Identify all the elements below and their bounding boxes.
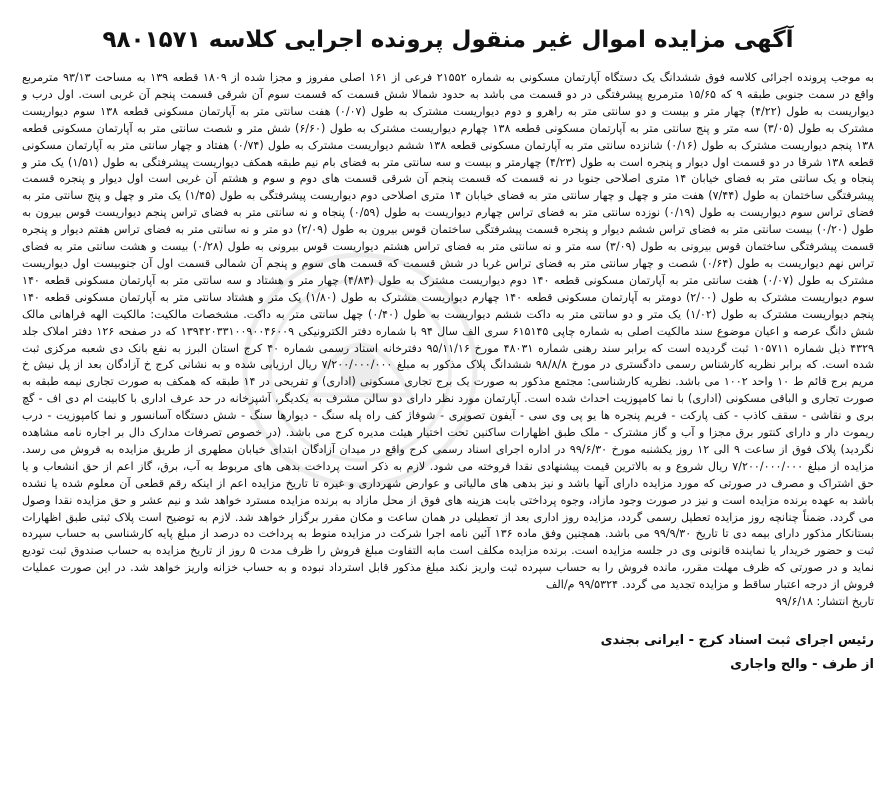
signature-line-1: رئیس اجرای ثبت اسناد کرج - ایرانی بجندی xyxy=(600,633,874,648)
notice-title: آگهی مزایده اموال غیر منقول پرونده اجرایی کلاسه ۹۸۰۱۵۷۱ xyxy=(102,27,794,53)
signature-line-2: از طرف - والح واجاری xyxy=(730,657,874,672)
notice-body: به موجب پرونده اجرائی کلاسه فوق ششدانگ یک دستگاه آپارتمان مسکونی به شماره ۲۱۵۵۲ فرعی از ۱۶۱ اصلی مفروز و مجزا شده از ۱۸۰۹ قطعه ۱۳۹ به مساحت ۹۳/۱۳ مترمربع واقع در سمت جنوبی طبقه ۹ که ۱۵/۶۵ مترمربع پیشرفتگی در دو قسمت می باشد به حدود شمالا شش قسمت که قسمت سوم آن شرقی قسمت پنجم آن غربی است. اول درب و دیواریست به طول (۴/۲۲) چهار متر و بیست و دو سانتی متر به راهرو و دوم دیواریست مشترک به طول (۰/۰۷) هفت سانتی متر به آپارتمان مسکونی قطعه ۱۳۸ سوم دیواریست مشترک به طول (۳/۰۵) سه متر و پنج سانتی متر به آپارتمان مسکونی قطعه ۱۳۸ چهارم دیواریست مشترک به طول (۶/۶۰) شش متر و شصت سانتی متر به آپارتمان مسکونی قطعه ۱۳۸ پنجم دیواریست مشترک به طول (۰/۱۶) شانزده سانتی متر به آپارتمان مسکونی قطعه ۱۳۸ ششم دیواریست مشترک به طول (۰/۷۴) هفتاد و چهار سانتی متر به آپارتمان مسکونی قطعه ۱۳۸ شرقا در دو قسمت اول دیوار و پنجره است به طول (۴/۲۳) چهارمتر و بیست و سه سانتی متر به فضای بام نیم طبقه همکف دیواریست پیشرفتگی به طول (۱/۵۱) یک متر و پنجاه و یک سانتی متر به فضای خیابان ۱۴ متری اصلاحی جنوبا در نه قسمت که قسمت پنجم آن شرقی قسمت های دوم و سوم و هشتم آن غربی است اول دیوار و پنجره قسمت پیشرفتگی ساختمان به طول (۷/۴۴) هفت متر و چهل و چهار سانتی متر به فضای خیابان ۱۴ متری اصلاحی دوم دیواریست پیشرفتگی به طول (۱/۴۵) یک متر و چهل و پنج سانتی متر به فضای تراس سوم دیواریست به طول (۰/۱۹) نوزده سانتی متر به فضای تراس چهارم دیواریست به طول (۰/۵۹) پنجاه و نه سانتی متر به فضای تراس پنجم دیواریست قوس بیرون به طول (۰/۲۰) بیست سانتی متر به فضای تراس ششم دیوار و پنجره قسمت پیشرفتگی ساختمان قوس بیرون به طول (۲/۰۹) دو متر و نه سانتی متر به فضای تراس هفتم دیوار و پنجره قسمت پیشرفتگی ساختمان قوس بیرونی به طول (۳/۰۹) سه متر و نه سانتی متر به فضای تراس هشتم دیواریست قوس بیرونی به طول (۰/۲۸) بیست و هشت سانتی متر به فضای تراس نهم دیواریست به طول (۰/۶۴) شصت و چهار سانتی متر به فضای تراس غربا در شش قسمت که قسمت های سوم و پنجم آن شمالی قسمت اول آن جنوبیست اول دیواریست مشترک به طول (۰/۰۷) هفت سانتی متر به آپارتمان مسکونی قطعه ۱۴۰ دوم دیواریست مشترک به طول (۴/۸۳) چهار متر و هشتاد و سه سانتی متر به آپارتمان مسکونی قطعه ۱۴۰ سوم دیواریست مشترک به طول (۲/۰۰) دومتر به آپارتمان مسکونی قطعه ۱۴۰ چهارم دیواریست مشترک به طول (۱/۸۰) یک متر و هشتاد سانتی متر به آپارتمان مسکونی قطعه ۱۴۰ پنجم دیواریست مشترک به طول (۱/۰۲) یک متر و دو سانتی متر به داکت ششم دیواریست به طول (۰/۴۰) چهل سانتی متر به داکت. مشخصات مالکیت: مالکیت الهه فراهانی مالک شش دانگ عرصه و اعیان موضوع سند مالکیت اصلی به شماره چاپی ۶۱۵۱۴۵ سری الف سال ۹۴ با شماره دفتر الکترونیکی ۱۳۹۴۲۰۳۳۱۰۰۹۰۰۴۶۰۰۹ که در صفحه ۱۲۶ دفتر املاک جلد ۴۳۲۹ ذیل شماره ۱۰۵۷۱۱ ثبت گردیده است که برابر سند رهنی شماره ۴۸۰۳۱ مورخ ۹۵/۱۱/۱۶ دفترخانه اسناد رسمی شماره ۴۰ کرج استان البرز به نفع بانک دی شعبه مرکزی ثبت شده است. که برابر نظریه کارشناس رسمی دادگستری در مورخ ۹۸/۸/۸ ششدانگ پلاک مذکور به مبلغ ۷/۲۰۰/۰۰۰/۰۰۰ ریال ارزیابی شده و به نشانی کرج خ آزادگان بعد از پل نیش خ مریم برج قائم ط ۱۰ واحد ۱۰۰۲ می باشد. نظریه کارشناسی: مجتمع مذکور به صورت یک برج تجاری مسکونی (اداری) و تفریحی در ۱۴ طبقه که همکف به صورت تجاری نیمه طبقه به صورت تجاری و الباقی مسکونی (اداری) با نما کامپوزیت احداث شده است. آپارتمان مورد نظر دارای دو سالن مشرف به یکدیگر، آشپزخانه در حد عرف اداری با کابینت ام دی اف - گچ بری و نقاشی - سقف کاذب - کف پارکت - فریم پنجره ها یو پی وی سی - آیفون تصویری - شوفاژ کف راه پله سنگ - دیوارها سنگ - شش دستگاه آسانسور و نما کامپوزیت - درب ریموت دار و دارای کنتور برق مجزا و آب و گاز مشترک - ملک طبق اظهارات ساکنین تحت اختیار هیئت مدیره کرج می باشد. (در خصوص تصرفات مدارک دال بر اجاره نامه مشاهده نگردید) پلاک فوق از ساعت ۹ الی ۱۲ روز یکشنبه مورخ ۹۹/۶/۳۰ در اداره اجرای اسناد رسمی کرج واقع در میدان آزادگان ابتدای خیابان مطهری از طریق مزایده به فروش می رسد. مزایده از مبلغ ۷/۲۰۰/۰۰۰/۰۰۰ ریال شروع و به بالاترین قیمت پیشنهادی نقدا فروخته می شود. لازم به ذکر است پرداخت بدهی های مربوط به آب، برق، گاز اعم از حق انشعاب و یا حق اشتراک و مصرف در صورتی که مورد مزایده دارای آنها باشد و نیز بدهی های مالیاتی و عوارض شهرداری و غیره تا تاریخ مزایده اعم از اینکه رقم قطعی آن معلوم شده یا نشده باشد به عهده برنده مزایده است و نیز در صورت وجود مازاد، وجوه پرداختی بابت هزینه های فوق از محل مازاد به برنده مزایده مسترد خواهد شد و نیم عشر و حق مزایده نقدا وصول می گردد. ضمناً چنانچه روز مزایده تعطیل رسمی گردد، مزایده روز اداری بعد از تعطیلی در همان ساعت و مکان مقرر برگزار خواهد شد. لازم به توضیح است پلاک ثبتی طبق اظهارات بستانکار مذکور دارای بیمه دی تا تاریخ ۹۹/۹/۳۰ می باشد. همچنین وفق ماده ۱۳۶ آئین نامه اجرا شرکت در مزایده منوط به پرداخت ده درصد از مبلغ پایه کارشناسی به حساب سپرده ثبت و حضور خریدار یا نماینده قانونی وی در جلسه مزایده است. برنده مزایده مکلف است مابه التفاوت مبلغ فروش را ظرف مدت ۵ روز از تاریخ مزایده به حساب صندوق ثبت تودیع نماید و در صورتی که ظرف مهلت مقرر، مانده فروش را به حساب سپرده ثبت واریز نکند مبلغ مذکور قابل استرداد نبوده و به حساب خزانه واریز خواهد شد. در این صورت عملیات فروش از درجه اعتبار ساقط و مزایده تجدید می گردد. ۹۹/۵۳۲۴ م/الف xyxy=(22,71,875,592)
publication-date: تاریخ انتشار: ۹۹/۶/۱۸ xyxy=(775,595,874,609)
